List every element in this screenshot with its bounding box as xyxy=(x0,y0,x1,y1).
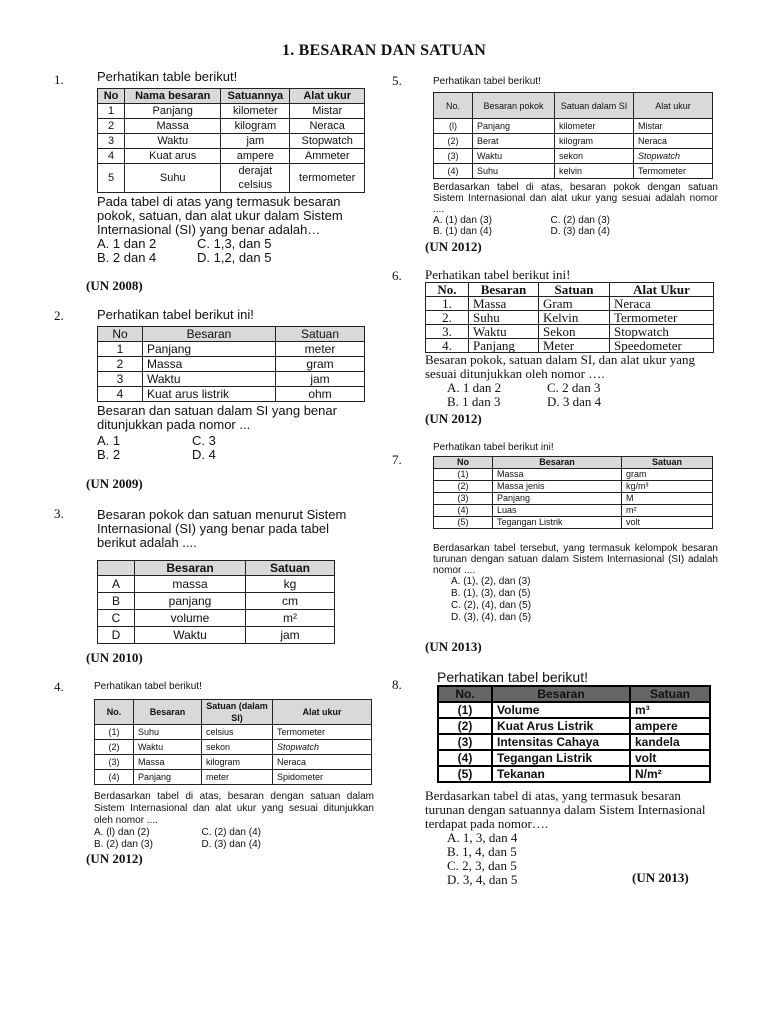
table-row xyxy=(98,593,335,610)
table-row xyxy=(98,387,365,402)
table-row xyxy=(438,734,710,750)
table-cell: Panjang xyxy=(493,493,622,505)
table-header: Alat ukur xyxy=(273,700,372,725)
question-table xyxy=(97,560,335,644)
question-text: Berdasarkan tabel tersebut, yang termasuk kelompok besaran turunan dengan satuan dalam Sistem Internasional (SI) adalah nomor .... xyxy=(433,543,718,576)
table-cell: meter xyxy=(276,342,365,357)
table-cell: Kuat arus xyxy=(125,149,221,164)
table-cell: (3) xyxy=(434,493,493,505)
table-cell: derajat celsius xyxy=(221,164,290,193)
table-cell: Stopwatch xyxy=(634,149,713,164)
table-header xyxy=(98,561,135,576)
table-cell: 1 xyxy=(98,342,143,357)
table-row xyxy=(98,342,365,357)
table-cell: jam xyxy=(221,134,290,149)
option-a[interactable]: A. 1 dan 2 xyxy=(447,380,502,395)
table-header: No. xyxy=(426,283,469,297)
table-cell: (4) xyxy=(434,505,493,517)
table-cell: Intensitas Cahaya xyxy=(492,734,630,750)
table-row xyxy=(438,766,710,782)
option-c[interactable]: C. (2) dan (4) xyxy=(201,827,261,838)
table-cell: Panjang xyxy=(469,339,539,353)
question-8 xyxy=(425,670,725,887)
table-cell: Waktu xyxy=(134,740,202,755)
table-cell: Tegangan Listrik xyxy=(493,517,622,529)
table-row xyxy=(434,517,713,529)
option-a[interactable]: A. 1, 3, dan 4 xyxy=(447,830,518,845)
question-3 xyxy=(97,508,367,644)
table-cell: Neraca xyxy=(273,755,372,770)
question-table xyxy=(94,699,372,785)
table-header: No. xyxy=(438,686,492,702)
table-cell: Tegangan Listrik xyxy=(492,750,630,766)
table-cell: Termometer xyxy=(273,725,372,740)
question-table xyxy=(433,92,713,179)
table-row xyxy=(95,770,372,785)
table-cell: 4 xyxy=(98,149,125,164)
table-row xyxy=(438,718,710,734)
answer-options xyxy=(451,576,718,624)
option-d[interactable]: D. (3) dan (4) xyxy=(201,839,261,850)
question-text: Berdasarkan tabel di atas, yang termasuk besaran turunan dengan satuannya dalam Sistem Internasional terdapat pada nomor…. xyxy=(425,788,706,831)
table-header: Satuan xyxy=(622,457,713,469)
table-cell: Panjang xyxy=(125,104,221,119)
question-table xyxy=(97,88,365,193)
table-header: Satuan xyxy=(539,283,610,297)
table-cell: Neraca xyxy=(610,297,714,311)
question-intro: Perhatikan tabel berikut ini! xyxy=(433,442,554,453)
table-cell: N/m² xyxy=(630,766,710,782)
table-cell: Ammeter xyxy=(290,149,365,164)
table-cell: Panjang xyxy=(473,119,555,134)
option-b[interactable]: B. 1, 4, dan 5 xyxy=(447,844,517,859)
question-table xyxy=(97,326,365,402)
table-cell: m³ xyxy=(630,702,710,718)
table-row xyxy=(434,149,713,164)
table-cell: 2 xyxy=(98,119,125,134)
table-cell: m² xyxy=(622,505,713,517)
question-2 xyxy=(97,308,367,462)
table-header: Besaran xyxy=(134,700,202,725)
table-cell: Tekanan xyxy=(492,766,630,782)
table-cell: 2. xyxy=(426,311,469,325)
table-cell: (4) xyxy=(434,164,473,179)
question-number: 4. xyxy=(54,679,64,694)
table-cell: 3 xyxy=(98,134,125,149)
question-table xyxy=(433,456,713,529)
table-cell: Massa xyxy=(134,755,202,770)
option-b[interactable]: B. 2 dan 4 xyxy=(97,250,157,265)
table-row xyxy=(426,311,714,325)
table-cell: sekon xyxy=(202,740,273,755)
table-row xyxy=(426,297,714,311)
option-a[interactable]: A. 1 dan 2 xyxy=(97,236,157,251)
table-row xyxy=(98,104,365,119)
table-row xyxy=(98,119,365,134)
table-cell: jam xyxy=(246,627,335,644)
table-cell: Stopwatch xyxy=(273,740,372,755)
table-row xyxy=(434,481,713,493)
table-cell: Suhu xyxy=(134,725,202,740)
table-row xyxy=(98,149,365,164)
table-cell: (4) xyxy=(438,750,492,766)
table-row xyxy=(98,134,365,149)
page-title: 1. BESARAN DAN SATUAN xyxy=(282,42,486,59)
table-cell: 5 xyxy=(98,164,125,193)
option-d[interactable]: D. 4 xyxy=(192,447,216,462)
exam-source: (UN 2008) xyxy=(86,278,143,293)
table-cell: kg xyxy=(246,576,335,593)
table-row xyxy=(434,119,713,134)
table-cell: Massa xyxy=(125,119,221,134)
question-number: 1. xyxy=(54,72,64,87)
option-d[interactable]: D. (3) dan (4) xyxy=(550,226,610,237)
table-cell: gram xyxy=(276,357,365,372)
table-cell: 3 xyxy=(98,372,143,387)
table-cell: M xyxy=(622,493,713,505)
table-cell: 1 xyxy=(98,104,125,119)
table-cell: (l) xyxy=(434,119,473,134)
table-cell: 2 xyxy=(98,357,143,372)
table-cell: m² xyxy=(246,610,335,627)
table-cell: (1) xyxy=(438,702,492,718)
table-cell: meter xyxy=(202,770,273,785)
table-cell: Sekon xyxy=(539,325,610,339)
table-cell: kilogram xyxy=(555,134,634,149)
option-a[interactable]: A. (1), (2), dan (3) xyxy=(451,576,531,587)
option-a[interactable]: A. 1 xyxy=(97,433,121,448)
table-cell: kg/m³ xyxy=(622,481,713,493)
question-number: 5. xyxy=(392,73,402,88)
table-header: No. xyxy=(95,700,134,725)
table-header: Besaran xyxy=(492,686,630,702)
table-cell: volume xyxy=(135,610,246,627)
table-cell: Panjang xyxy=(143,342,276,357)
table-row xyxy=(95,725,372,740)
table-cell: Stopwatch xyxy=(610,325,714,339)
table-header: Satuan (dalam SI) xyxy=(202,700,273,725)
option-b[interactable]: B. 1 dan 3 xyxy=(447,394,501,409)
table-row xyxy=(426,339,714,353)
table-header: Alat ukur xyxy=(634,93,713,119)
table-cell: (5) xyxy=(434,517,493,529)
table-header: Besaran xyxy=(135,561,246,576)
question-text: Berdasarkan tabel di atas, besaran pokok dengan satuan Sistem Internasional dan alat ukur yang sesuai adalah nomor .... xyxy=(433,182,718,215)
table-cell: Mistar xyxy=(290,104,365,119)
question-intro: Besaran pokok dan satuan menurut Sistem Internasional (SI) yang benar pada tabel berikut adalah .... xyxy=(97,507,347,550)
table-header: Besaran xyxy=(493,457,622,469)
option-c[interactable]: C. (2), (4), dan (5) xyxy=(451,600,532,611)
option-b[interactable]: B. (1), (3), dan (5) xyxy=(451,588,531,599)
table-header: Satuan xyxy=(630,686,710,702)
table-cell: Berat xyxy=(473,134,555,149)
table-cell: (4) xyxy=(95,770,134,785)
table-cell: ohm xyxy=(276,387,365,402)
question-text: Berdasarkan tabel di atas, besaran dengan satuan dalam Sistem Internasional dan alat ukur yang sesuai ditunjukkan oleh nomor .... xyxy=(94,791,374,826)
question-7 xyxy=(433,442,718,624)
table-cell: Massa jenis xyxy=(493,481,622,493)
table-cell: (3) xyxy=(434,149,473,164)
table-row xyxy=(434,164,713,179)
question-5 xyxy=(433,76,718,237)
table-cell: Neraca xyxy=(290,119,365,134)
table-cell: Spidometer xyxy=(273,770,372,785)
table-cell: B xyxy=(98,593,135,610)
table-row xyxy=(98,357,365,372)
table-row xyxy=(98,164,365,193)
table-cell: (5) xyxy=(438,766,492,782)
table-cell: panjang xyxy=(135,593,246,610)
option-c[interactable]: C. 2, 3, dan 5 xyxy=(447,858,517,873)
table-cell: kandela xyxy=(630,734,710,750)
question-intro: Perhatikan table berikut! xyxy=(97,69,238,84)
question-number: 8. xyxy=(392,677,402,692)
table-cell: Volume xyxy=(492,702,630,718)
table-cell: Termometer xyxy=(634,164,713,179)
table-header: Alat ukur xyxy=(290,89,365,104)
table-row xyxy=(438,702,710,718)
question-intro: Perhatikan tabel berikut! xyxy=(433,76,541,87)
table-cell: A xyxy=(98,576,135,593)
table-cell: (3) xyxy=(95,755,134,770)
table-cell: volt xyxy=(630,750,710,766)
table-cell: Speedometer xyxy=(610,339,714,353)
question-6 xyxy=(425,268,715,409)
question-text: Besaran pokok, satuan dalam SI, dan alat ukur yang sesuai ditunjukkan oleh nomor …. xyxy=(425,352,696,381)
table-row xyxy=(434,493,713,505)
option-c[interactable]: C. 1,3, dan 5 xyxy=(197,236,272,251)
table-header: Alat Ukur xyxy=(610,283,714,297)
table-row xyxy=(434,505,713,517)
table-cell: kilometer xyxy=(221,104,290,119)
table-row xyxy=(95,755,372,770)
table-cell: kilogram xyxy=(221,119,290,134)
option-b[interactable]: B. 2 xyxy=(97,447,121,462)
exam-source: (UN 2010) xyxy=(86,650,143,665)
table-cell: Waktu xyxy=(473,149,555,164)
table-cell: Suhu xyxy=(469,311,539,325)
table-cell: 4. xyxy=(426,339,469,353)
question-number: 6. xyxy=(392,268,402,283)
table-cell: massa xyxy=(135,576,246,593)
answer-options xyxy=(433,215,668,237)
exam-source: (UN 2009) xyxy=(86,476,143,491)
table-cell: Massa xyxy=(469,297,539,311)
table-cell: Kelvin xyxy=(539,311,610,325)
table-cell: Suhu xyxy=(473,164,555,179)
table-cell: 1. xyxy=(426,297,469,311)
question-1 xyxy=(97,70,367,265)
table-cell: volt xyxy=(622,517,713,529)
table-cell: Luas xyxy=(493,505,622,517)
table-cell: 4 xyxy=(98,387,143,402)
table-cell: celsius xyxy=(202,725,273,740)
table-cell: kelvin xyxy=(555,164,634,179)
option-c[interactable]: C. 3 xyxy=(192,433,216,448)
table-row xyxy=(98,576,335,593)
question-intro: Perhatikan tabel berikut! xyxy=(437,669,588,685)
question-number: 2. xyxy=(54,308,64,323)
answer-options xyxy=(97,237,297,265)
table-row xyxy=(98,372,365,387)
table-cell: D xyxy=(98,627,135,644)
table-cell: Termometer xyxy=(610,311,714,325)
table-header: Besaran xyxy=(143,327,276,342)
question-intro: Perhatikan tabel berikut! xyxy=(94,681,202,692)
question-intro: Perhatikan tabel berikut ini! xyxy=(97,307,254,322)
table-header: Besaran pokok xyxy=(473,93,555,119)
option-a[interactable]: A. (l) dan (2) xyxy=(94,827,150,838)
table-cell: (2) xyxy=(434,481,493,493)
exam-source: (UN 2013) xyxy=(632,870,689,885)
table-cell: Gram xyxy=(539,297,610,311)
table-row xyxy=(426,325,714,339)
table-header: No xyxy=(98,327,143,342)
table-cell: (1) xyxy=(434,469,493,481)
option-a[interactable]: A. (1) dan (3) xyxy=(433,215,492,226)
table-row xyxy=(95,740,372,755)
question-number: 7. xyxy=(392,452,402,467)
table-cell: Waktu xyxy=(125,134,221,149)
table-cell: 3. xyxy=(426,325,469,339)
table-cell: cm xyxy=(246,593,335,610)
table-header: Nama besaran xyxy=(125,89,221,104)
option-d[interactable]: D. 3 dan 4 xyxy=(547,394,602,409)
table-cell: Meter xyxy=(539,339,610,353)
option-b[interactable]: B. (1) dan (4) xyxy=(433,226,492,237)
table-cell: kilogram xyxy=(202,755,273,770)
question-4 xyxy=(94,681,374,851)
table-header: No. xyxy=(434,93,473,119)
table-cell: Waktu xyxy=(135,627,246,644)
question-table xyxy=(437,685,711,783)
answer-options xyxy=(97,434,287,462)
table-cell: kilometer xyxy=(555,119,634,134)
table-row xyxy=(434,469,713,481)
table-cell: C xyxy=(98,610,135,627)
table-cell: ampere xyxy=(630,718,710,734)
option-c[interactable]: C. 2 dan 3 xyxy=(547,380,601,395)
table-cell: (2) xyxy=(95,740,134,755)
option-d[interactable]: D. 1,2, dan 5 xyxy=(197,250,272,265)
question-text: Pada tabel di atas yang termasuk besaran pokok, satuan, dan alat ukur dalam Sistem Internasional (SI) yang benar adalah… xyxy=(97,194,343,237)
table-header: No xyxy=(434,457,493,469)
table-header: Satuan dalam SI xyxy=(555,93,634,119)
table-cell: Neraca xyxy=(634,134,713,149)
table-cell: (3) xyxy=(438,734,492,750)
table-row xyxy=(434,134,713,149)
table-header: Satuan xyxy=(246,561,335,576)
table-cell: Waktu xyxy=(469,325,539,339)
table-header: Satuan xyxy=(276,327,365,342)
answer-options xyxy=(447,381,647,409)
table-cell: (2) xyxy=(434,134,473,149)
table-cell: ampere xyxy=(221,149,290,164)
option-d[interactable]: D. (3), (4), dan (5) xyxy=(451,612,532,623)
exam-source: (UN 2012) xyxy=(425,411,482,426)
table-header: No xyxy=(98,89,125,104)
table-row xyxy=(438,750,710,766)
table-header: Besaran xyxy=(469,283,539,297)
question-text: Besaran dan satuan dalam SI yang benar ditunjukkan pada nomor ... xyxy=(97,403,337,432)
table-cell: gram xyxy=(622,469,713,481)
table-cell: Panjang xyxy=(134,770,202,785)
question-table xyxy=(425,282,714,353)
exam-source: (UN 2012) xyxy=(86,851,143,866)
table-cell: Kuat arus listrik xyxy=(143,387,276,402)
exam-source: (UN 2012) xyxy=(425,239,482,254)
table-row xyxy=(98,627,335,644)
option-c[interactable]: C. (2) dan (3) xyxy=(550,215,610,226)
question-number: 3. xyxy=(54,506,64,521)
table-cell: (1) xyxy=(95,725,134,740)
table-cell: Massa xyxy=(493,469,622,481)
option-d[interactable]: D. 3, 4, dan 5 xyxy=(447,872,518,887)
table-row xyxy=(98,610,335,627)
answer-options xyxy=(94,827,309,851)
table-cell: Mistar xyxy=(634,119,713,134)
table-cell: Suhu xyxy=(125,164,221,193)
table-cell: Stopwatch xyxy=(290,134,365,149)
table-header: Satuannya xyxy=(221,89,290,104)
exam-source: (UN 2013) xyxy=(425,639,482,654)
table-cell: Kuat Arus Listrik xyxy=(492,718,630,734)
table-cell: jam xyxy=(276,372,365,387)
question-intro: Perhatikan tabel berikut ini! xyxy=(425,267,571,282)
table-cell: termometer xyxy=(290,164,365,193)
table-cell: Waktu xyxy=(143,372,276,387)
table-cell: Massa xyxy=(143,357,276,372)
option-b[interactable]: B. (2) dan (3) xyxy=(94,839,153,850)
table-cell: sekon xyxy=(555,149,634,164)
table-cell: (2) xyxy=(438,718,492,734)
